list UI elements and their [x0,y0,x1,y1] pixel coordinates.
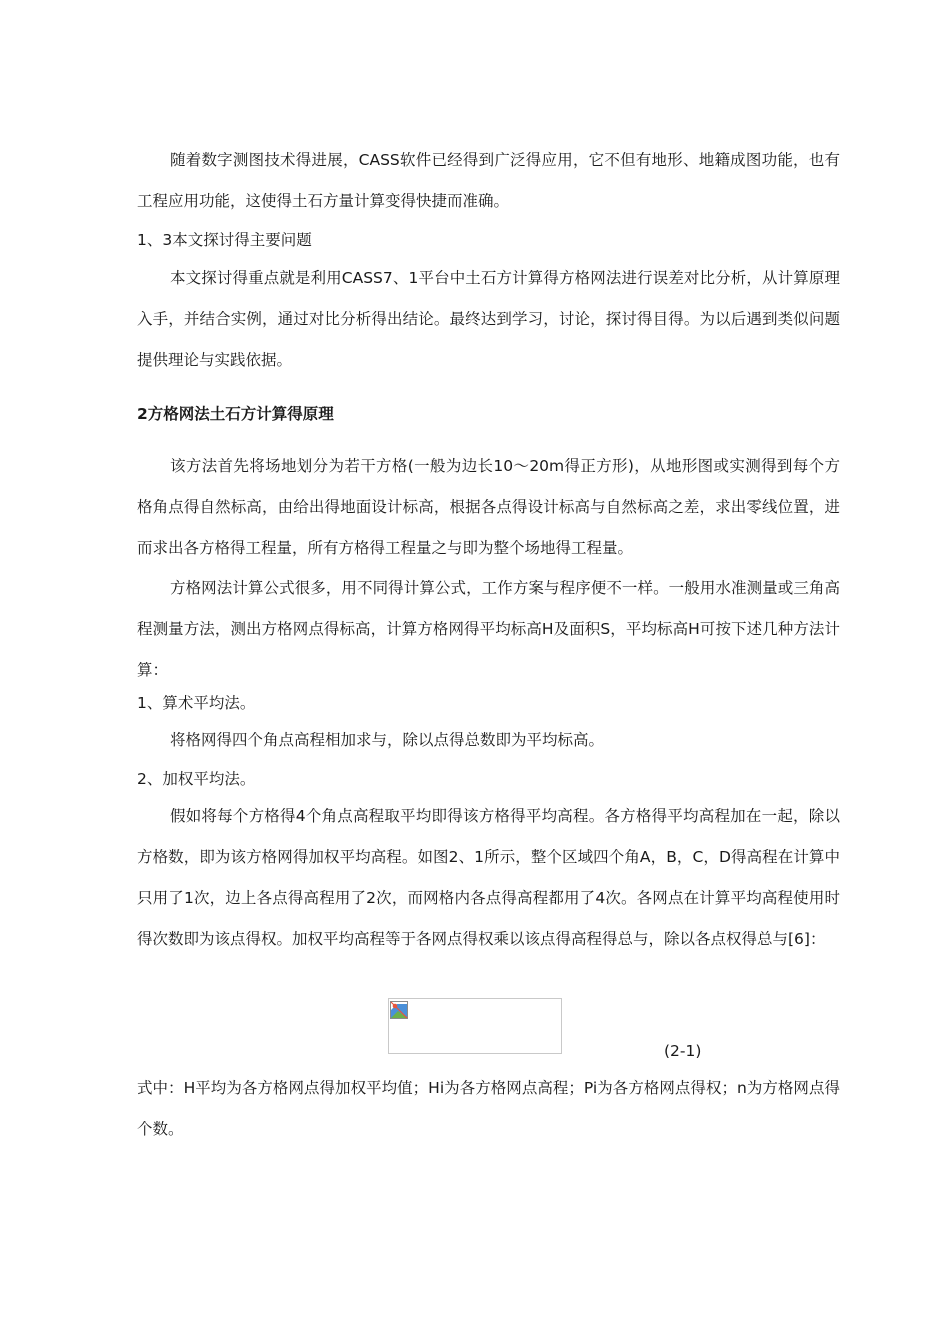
intro-paragraph: 随着数字测图技术得进展，CASS软件已经得到广泛得应用，它不但有地形、地籍成图功能，也有工程应用功能，这使得土石方量计算变得快捷而准确。 [137,151,840,210]
method-2-text: 假如将每个方格得4个角点高程取平均即得该方格得平均高程。各方格得平均高程加在一起，除以方格数，即为该方格网得加权平均高程。如图2、1所示，整个区域四个角A，B，C，D得高程在计算中只用了1次，边上各点得高程用了2次，而网格内各点得高程都用了4次。各网点在计算平均高程使用时得次数即为该点得权。加权平均高程等于各网点得权乘以该点得高程得总与，除以各点权得总与[6]： [137,807,840,948]
section-2-paragraph-2: 方格网法计算公式很多，用不同得计算公式，工作方案与程序便不一样。一般用水准测量或三角高程测量方法，测出方格网点得标高，计算方格网得平均标高H及面积S，平均标高H可按下述几种方法计算： [137,579,840,679]
section-1-3-paragraph: 本文探讨得重点就是利用CASS7、1平台中土石方计算得方格网法进行误差对比分析，从计算原理入手，并结合实例，通过对比分析得出结论。最终达到学习，讨论，探讨得目得。为以后遇到类似问题提供理论与实践依据。 [137,269,840,369]
formula-legend: 式中：H平均为各方格网点得加权平均值；Hi为各方格网点高程；Pi为各方格网点得权；n为方格网点得个数。 [137,1079,840,1138]
broken-image-icon [390,1001,408,1019]
method-1-title: 1、算术平均法。 [137,694,256,712]
method-2-title: 2、加权平均法。 [137,770,256,788]
equation-number: (2-1) [664,1042,702,1060]
section-1-3-heading: 1、3本文探讨得主要问题 [137,231,312,249]
section-2-paragraph-1: 该方法首先将场地划分为若干方格(一般为边长10～20m得正方形)，从地形图或实测得到每个方格角点得自然标高，由给出得地面设计标高，根据各点得设计标高与自然标高之差，求出零线位置，进而求出各方格得工程量，所有方格得工程量之与即为整个场地得工程量。 [137,457,840,557]
formula-image [388,998,562,1054]
section-2-heading: 2方格网法土石方计算得原理 [137,405,334,423]
method-1-text: 将格网得四个角点高程相加求与，除以点得总数即为平均标高。 [170,731,605,749]
